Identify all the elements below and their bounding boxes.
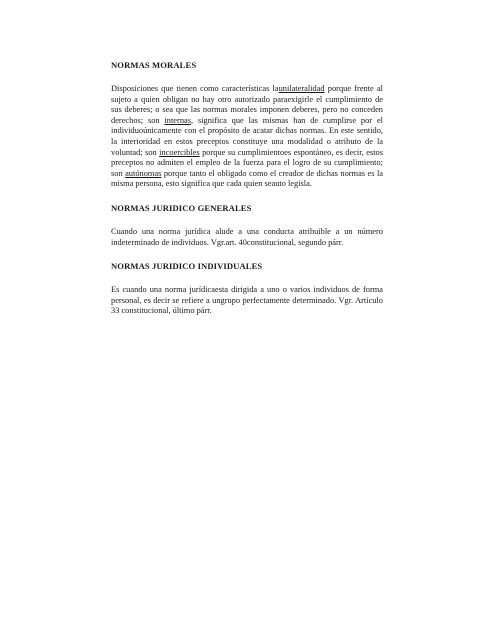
text-run: porque su cumplimientoes espontáneo, es decir, estos preceptos no admiten el empleo de la fuerza para el logro de su cumplimiento; son — [111, 147, 383, 178]
paragraph-normas-juridico-generales: Cuando una norma jurídica alude a una conducta atribuible a un número indeterminado de individuos. Vgr.art. 40constitucional, segundo párr. — [111, 226, 383, 247]
text-run: , significa que las mismas han de cumplirse por el individuoúnicamente con el propósito de acatar dichas normas. En este sentido, la interioridad en estos preceptos constituye una modalidad o atributo de la voluntad; son — [111, 115, 383, 157]
text-run: Disposiciones que tienen como características la — [111, 84, 279, 93]
paragraph-normas-juridico-individuales: Es cuando una norma jurídicaesta dirigida a uno o varios individuos de forma personal, es decir se refiere a ungrupo perfectamente determinado. Vgr. Artículo 33 constitucional, último párr. — [111, 285, 383, 316]
underlined-term-internas: internas — [164, 115, 191, 125]
text-run: porque frente al sujeto a quien obligan no hay otro autorizado paraexigirle el cumplimiento de sus deberes; o sea que las normas morales imponen deberes, pero no conceden derechos; son — [111, 84, 383, 125]
text-run: porque tanto el obligado como el creador de dichas normas es la misma persona, esto significa que cada quien seauto legisla. — [111, 168, 383, 189]
heading-normas-juridico-generales: NORMAS JURIDICO GENERALES — [111, 202, 252, 213]
document-content — [111, 60, 383, 317]
heading-normas-morales: NORMAS MORALES — [111, 60, 197, 70]
heading-normas-juridico-individuales: NORMAS JURIDICO INDIVIDUALES — [111, 261, 263, 272]
paragraph-normas-morales — [111, 84, 383, 190]
underlined-term-autonomas: autónomas — [125, 168, 162, 178]
underlined-term-unilateralidad: unilateralidad — [278, 84, 325, 93]
underlined-term-incoercibles: incoercibles — [159, 147, 200, 157]
